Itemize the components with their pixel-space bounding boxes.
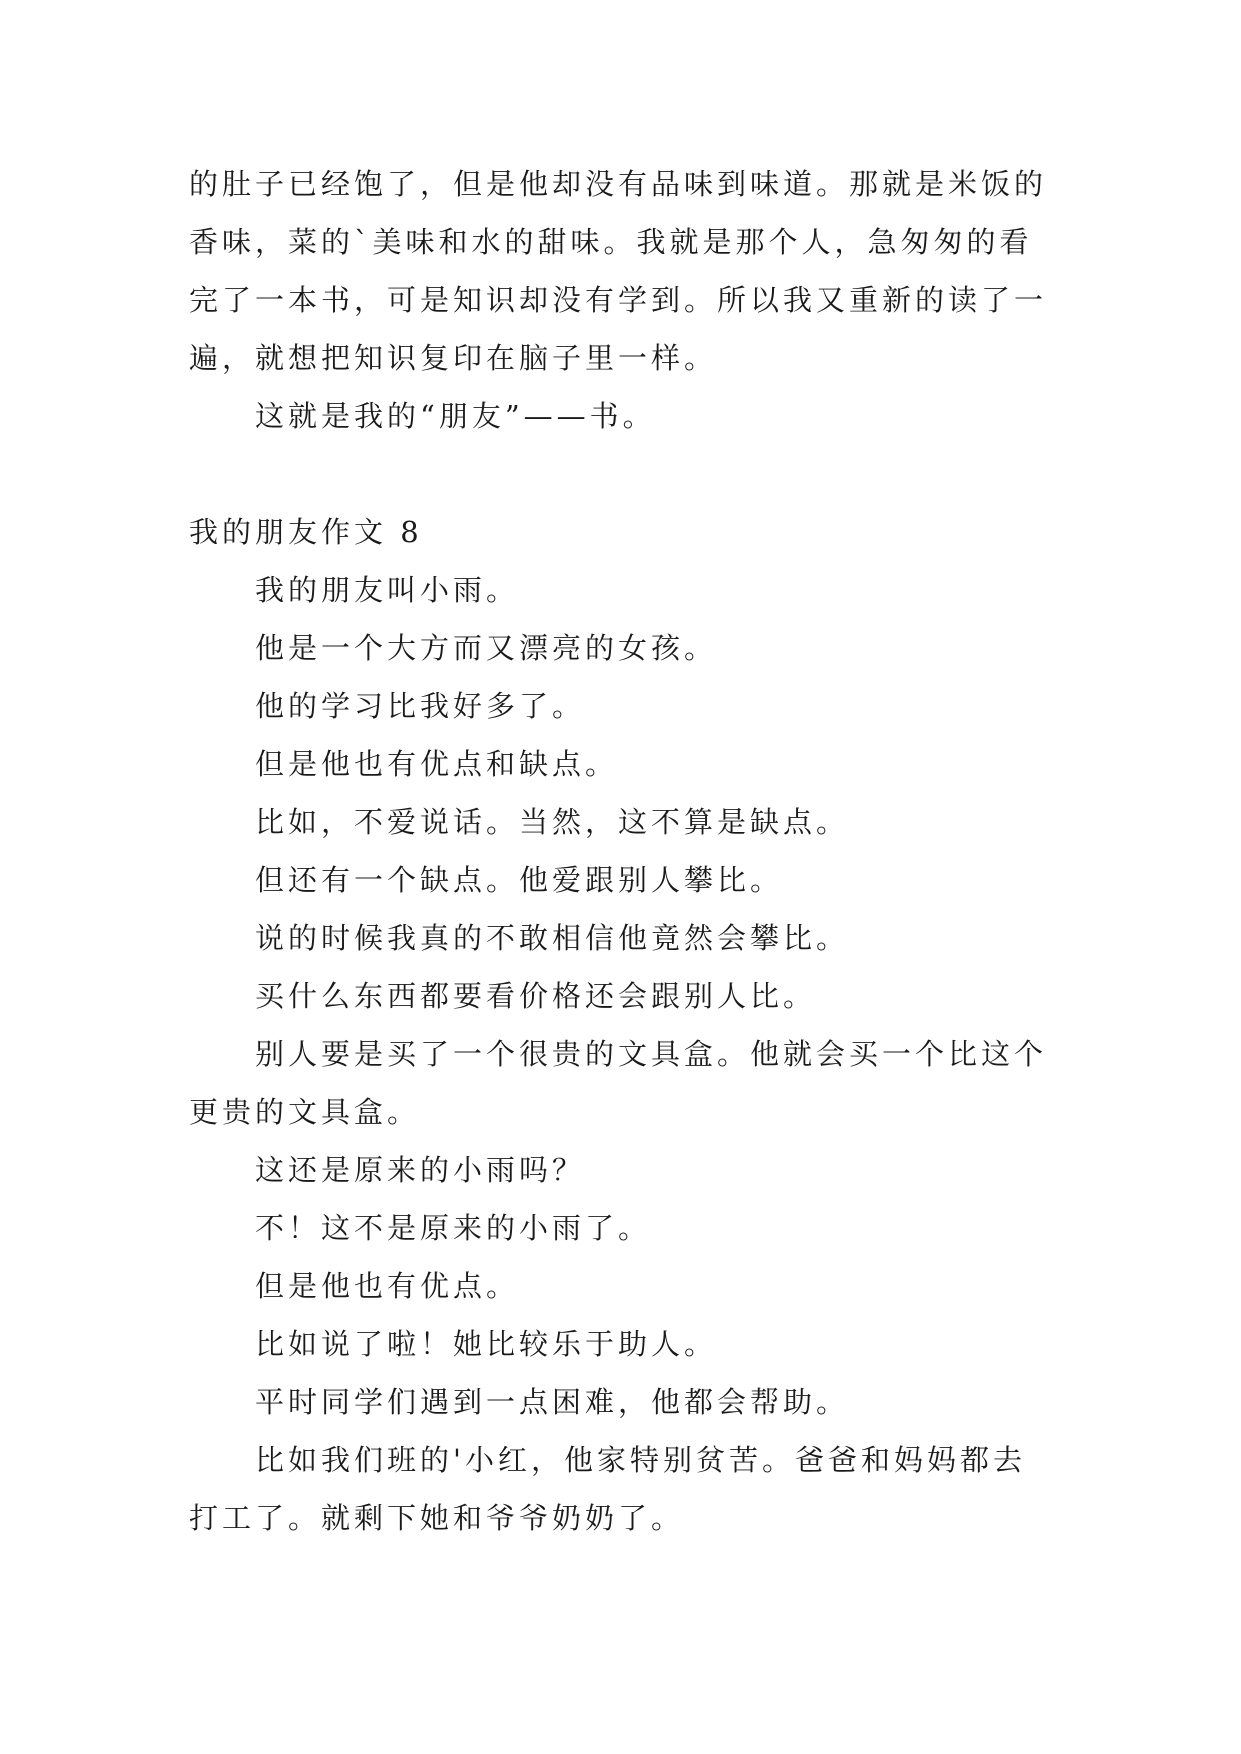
paragraph-line: 但是他也有优点和缺点。	[255, 747, 619, 781]
paragraph-line: 他的学习比我好多了。	[255, 689, 586, 723]
paragraph-line: 这还是原来的小雨吗？	[255, 1153, 586, 1187]
paragraph-line: 别人要是买了一个很贵的文具盒。他就会买一个比这个	[255, 1037, 1048, 1071]
paragraph-line: 说的时候我真的不敢相信他竟然会攀比。	[255, 921, 850, 955]
paragraph-line: 比如说了啦！她比较乐于助人。	[255, 1327, 718, 1361]
paragraph-line: 遍，就想把知识复印在脑子里一样。	[189, 341, 718, 375]
paragraph-line: 的肚子已经饱了，但是他却没有品味到味道。那就是米饭的	[189, 167, 1048, 201]
paragraph-line: 比如我们班的'小红，他家特别贫苦。爸爸和妈妈都去	[255, 1443, 1026, 1477]
paragraph-line: 香味，菜的`美味和水的甜味。我就是那个人，急匆匆的看	[189, 225, 1033, 259]
paragraph-line: 比如，不爱说话。当然，这不算是缺点。	[255, 805, 850, 839]
paragraph-line: 打工了。就剩下她和爷爷奶奶了。	[189, 1501, 685, 1535]
paragraph-line: 完了一本书，可是知识却没有学到。所以我又重新的读了一	[189, 283, 1048, 317]
section-gap	[189, 445, 1059, 503]
paragraph-line: 他是一个大方而又漂亮的女孩。	[255, 631, 718, 665]
paragraph-line: 这就是我的“朋友”——书。	[255, 399, 656, 433]
paragraph-line: 更贵的文具盒。	[189, 1095, 421, 1129]
paragraph-line: 但还有一个缺点。他爱跟别人攀比。	[255, 863, 784, 897]
paragraph-line: 我的朋友叫小雨。	[255, 573, 520, 607]
document-body	[189, 155, 1059, 1547]
paragraph-line: 平时同学们遇到一点困难，他都会帮助。	[255, 1385, 850, 1419]
paragraph-line: 但是他也有优点。	[255, 1269, 520, 1303]
section-title: 我的朋友作文 8	[189, 515, 423, 549]
paragraph-line: 买什么东西都要看价格还会跟别人比。	[255, 979, 817, 1013]
paragraph-line: 不！这不是原来的小雨了。	[255, 1211, 652, 1245]
